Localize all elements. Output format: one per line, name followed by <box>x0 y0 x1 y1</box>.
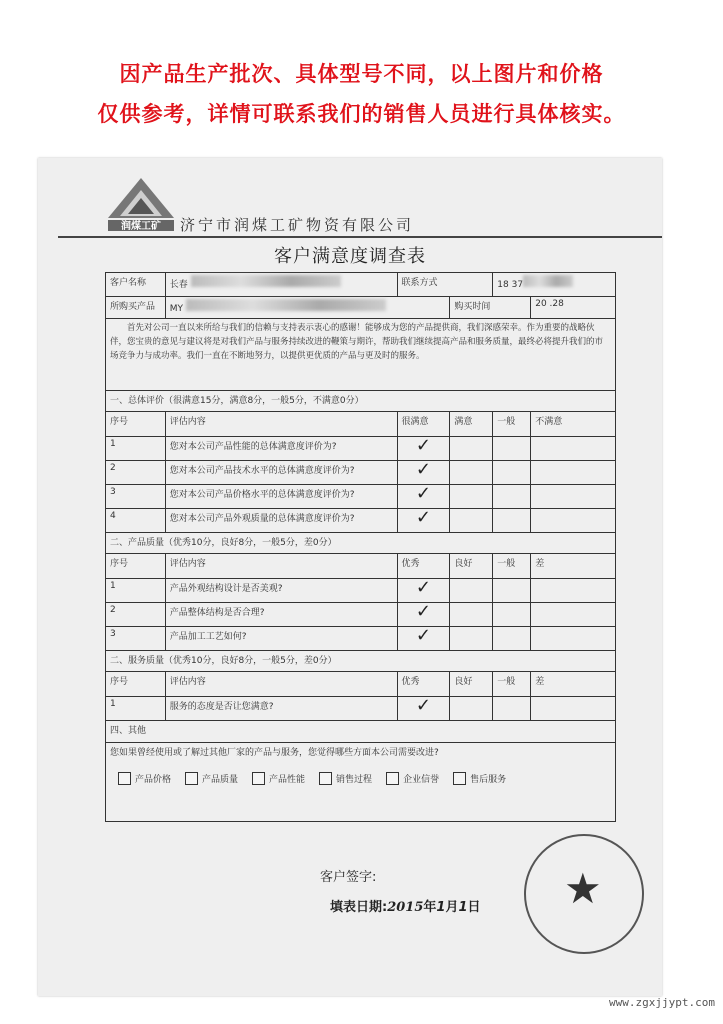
table-row <box>106 485 616 509</box>
checkbox-icon[interactable] <box>319 772 332 785</box>
product-value: MY <box>165 297 450 319</box>
rating-cell[interactable] <box>397 509 450 533</box>
contact-value: 18 37 <box>493 273 616 297</box>
rating-cell[interactable] <box>397 485 450 509</box>
check-mark-icon: ✓ <box>415 435 432 456</box>
checkbox-icon[interactable] <box>386 772 399 785</box>
rating-cell[interactable] <box>531 509 616 533</box>
survey-table <box>105 272 616 822</box>
table-row <box>106 461 616 485</box>
company-logo <box>106 176 176 232</box>
survey-document <box>38 158 662 996</box>
column-header: 序号 <box>106 672 166 697</box>
column-header: 优秀 <box>397 554 450 579</box>
column-header: 一般 <box>493 412 531 437</box>
rating-cell[interactable] <box>450 627 493 651</box>
fill-date: 填表日期:2015年1月1日 <box>330 900 481 915</box>
rating-cell[interactable] <box>493 461 531 485</box>
checkbox-icon[interactable] <box>453 772 466 785</box>
column-header-row <box>106 672 616 697</box>
rating-cell[interactable] <box>493 485 531 509</box>
option-label: 产品性能 <box>269 775 306 785</box>
other-section-title: 四、其他 <box>106 721 616 743</box>
column-header: 差 <box>531 672 616 697</box>
table-row <box>106 603 616 627</box>
section-title: 一、总体评价（很满意15分，满意8分，一般5分，不满意0分） <box>106 391 616 412</box>
customer-name-label: 客户名称 <box>106 273 166 297</box>
rating-cell[interactable] <box>450 579 493 603</box>
column-header: 满意 <box>450 412 493 437</box>
column-header: 良好 <box>450 672 493 697</box>
check-mark-icon: ✓ <box>415 483 432 504</box>
column-header: 一般 <box>493 554 531 579</box>
row-number: 3 <box>106 485 166 509</box>
disclaimer-line-2: 仅供参考，详情可联系我们的销售人员进行具体核实。 <box>97 102 626 126</box>
rating-cell[interactable] <box>493 437 531 461</box>
improvement-options <box>118 772 611 785</box>
table-row <box>106 437 616 461</box>
option-checkbox[interactable] <box>453 772 506 785</box>
table-row <box>106 579 616 603</box>
rating-cell[interactable] <box>397 437 450 461</box>
other-question-cell <box>106 743 616 822</box>
rating-cell[interactable] <box>450 603 493 627</box>
option-label: 产品质量 <box>202 775 239 785</box>
rating-cell[interactable] <box>531 697 616 721</box>
purchase-date-label: 购买时间 <box>450 297 531 319</box>
check-mark-icon: ✓ <box>415 459 432 480</box>
signature-label: 客户签字: <box>320 870 377 885</box>
option-checkbox[interactable] <box>386 772 439 785</box>
column-header: 良好 <box>450 554 493 579</box>
row-number: 3 <box>106 627 166 651</box>
row-number: 1 <box>106 697 166 721</box>
question-text: 您对本公司产品外观质量的总体满意度评价为? <box>165 509 397 533</box>
check-mark-icon: ✓ <box>415 577 432 598</box>
disclaimer-line-1: 因产品生产批次、具体型号不同，以上图片和价格 <box>119 62 604 86</box>
checkbox-icon[interactable] <box>118 772 131 785</box>
rating-cell[interactable] <box>450 461 493 485</box>
section-title: 二、产品质量（优秀10分，良好8分，一般5分，差0分） <box>106 533 616 554</box>
star-icon: ★ <box>564 864 602 913</box>
table-row <box>106 627 616 651</box>
column-header: 优秀 <box>397 672 450 697</box>
option-label: 企业信誉 <box>403 775 440 785</box>
column-header-row <box>106 412 616 437</box>
rating-cell[interactable] <box>450 697 493 721</box>
rating-cell[interactable] <box>450 437 493 461</box>
option-label: 产品价格 <box>135 775 172 785</box>
column-header: 一般 <box>493 672 531 697</box>
rating-cell[interactable] <box>531 461 616 485</box>
column-header: 不满意 <box>531 412 616 437</box>
rating-cell[interactable] <box>397 603 450 627</box>
rating-cell[interactable] <box>493 603 531 627</box>
question-text: 您对本公司产品价格水平的总体满意度评价为? <box>165 485 397 509</box>
rating-cell[interactable] <box>397 697 450 721</box>
question-text: 产品加工工艺如何? <box>165 627 397 651</box>
watermark: www.zgxjjypt.com <box>609 996 715 1009</box>
section-header <box>106 391 616 412</box>
row-number: 2 <box>106 603 166 627</box>
column-header-row <box>106 554 616 579</box>
option-checkbox[interactable] <box>185 772 238 785</box>
company-seal <box>524 834 644 954</box>
rating-cell[interactable] <box>397 627 450 651</box>
question-text: 您对本公司产品性能的总体满意度评价为? <box>165 437 397 461</box>
question-text: 产品外观结构设计是否美观? <box>165 579 397 603</box>
checkbox-icon[interactable] <box>185 772 198 785</box>
table-row <box>106 697 616 721</box>
purchase-date-value: 20 .28 <box>531 297 616 319</box>
contact-label: 联系方式 <box>397 273 493 297</box>
intro-paragraph: 首先对公司一直以来所给与我们的信赖与支持表示衷心的感谢！能够成为您的产品提供商，我们深感荣幸。作为重要的战略伙伴，您宝贵的意见与建议将是对我们产品与服务持续改进的鞭策与期许，帮助我们继续提高产品和服务质量，最终必将提升我们的市场竞争力与成功率。我们一直在不断地努力，以提供更优质的产品与更及时的服务。 <box>106 319 616 391</box>
check-mark-icon: ✓ <box>415 695 432 716</box>
section-header <box>106 651 616 672</box>
question-text: 服务的态度是否让您满意? <box>165 697 397 721</box>
company-name: 济宁市润煤工矿物资有限公司 <box>180 216 415 234</box>
column-header: 序号 <box>106 554 166 579</box>
row-number: 2 <box>106 461 166 485</box>
table-row <box>106 509 616 533</box>
column-header: 评估内容 <box>165 554 397 579</box>
check-mark-icon: ✓ <box>415 601 432 622</box>
document-title: 客户满意度调查表 <box>274 246 426 267</box>
row-number: 1 <box>106 437 166 461</box>
column-header: 很满意 <box>397 412 450 437</box>
check-mark-icon: ✓ <box>415 507 432 528</box>
question-text: 产品整体结构是否合理? <box>165 603 397 627</box>
rating-cell[interactable] <box>531 627 616 651</box>
rating-cell[interactable] <box>531 485 616 509</box>
logo-text: 润煤工矿 <box>121 221 161 232</box>
rating-cell[interactable] <box>531 603 616 627</box>
option-label: 销售过程 <box>336 775 373 785</box>
rating-cell[interactable] <box>493 627 531 651</box>
option-checkbox[interactable] <box>319 772 372 785</box>
rating-cell[interactable] <box>397 579 450 603</box>
rating-cell[interactable] <box>450 485 493 509</box>
question-text: 您对本公司产品技术水平的总体满意度评价为? <box>165 461 397 485</box>
row-number: 1 <box>106 579 166 603</box>
rating-cell[interactable] <box>397 461 450 485</box>
product-label: 所购买产品 <box>106 297 166 319</box>
rating-cell[interactable] <box>493 509 531 533</box>
checkbox-icon[interactable] <box>252 772 265 785</box>
rating-cell[interactable] <box>531 579 616 603</box>
rating-cell[interactable] <box>493 697 531 721</box>
option-label: 售后服务 <box>470 775 507 785</box>
rating-cell[interactable] <box>531 437 616 461</box>
section-header <box>106 533 616 554</box>
check-mark-icon: ✓ <box>415 625 432 646</box>
column-header: 评估内容 <box>165 672 397 697</box>
option-checkbox[interactable] <box>118 772 171 785</box>
column-header: 评估内容 <box>165 412 397 437</box>
option-checkbox[interactable] <box>252 772 305 785</box>
section-title: 二、服务质量（优秀10分，良好8分，一般5分，差0分） <box>106 651 616 672</box>
rating-cell[interactable] <box>450 509 493 533</box>
rating-cell[interactable] <box>493 579 531 603</box>
other-question: 您如果曾经使用或了解过其他厂家的产品与服务，您觉得哪些方面本公司需要改进? <box>110 748 439 758</box>
row-number: 4 <box>106 509 166 533</box>
column-header: 序号 <box>106 412 166 437</box>
customer-name-value: 长春 <box>165 273 397 297</box>
header-divider <box>58 236 662 238</box>
column-header: 差 <box>531 554 616 579</box>
